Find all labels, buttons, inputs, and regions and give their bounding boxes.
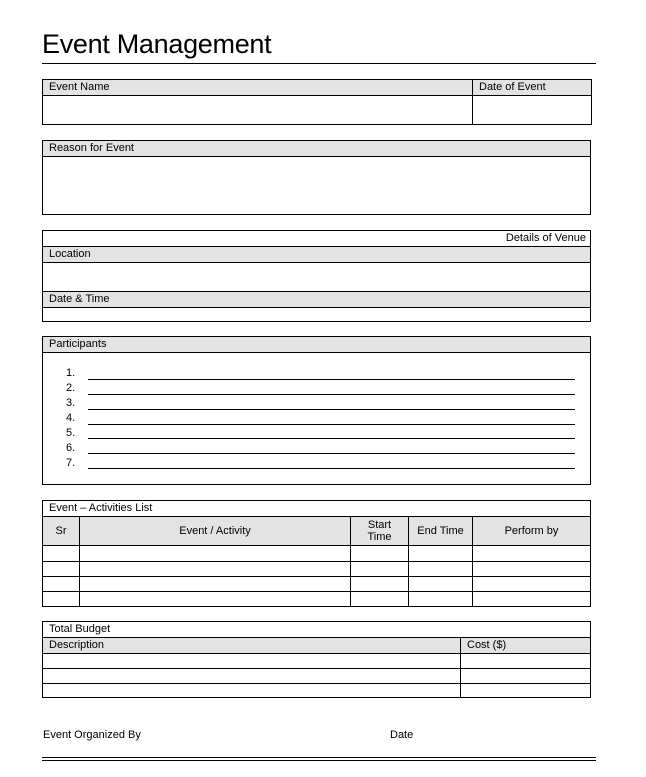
- participant-number: 1.: [66, 367, 76, 379]
- participants-label: Participants: [43, 337, 590, 353]
- venue-section: [42, 230, 591, 322]
- budget-row[interactable]: [43, 669, 590, 683]
- participants-section: [42, 336, 591, 485]
- participant-number: 6.: [66, 442, 76, 454]
- col-perform-by: Perform by: [504, 525, 559, 537]
- participant-line[interactable]: [88, 438, 575, 439]
- event-date-field[interactable]: [473, 97, 591, 124]
- footer-date-label: Date: [390, 729, 414, 741]
- budget-header-row: [43, 638, 590, 653]
- participant-number: 2.: [66, 382, 76, 394]
- reason-field[interactable]: [43, 158, 590, 214]
- activity-row[interactable]: [43, 577, 590, 591]
- venue-heading: Details of Venue: [505, 232, 586, 244]
- datetime-field[interactable]: [43, 309, 590, 321]
- event-name-label: Event Name: [49, 81, 110, 93]
- col-start-line2: Time: [367, 531, 392, 543]
- event-name-field[interactable]: [43, 97, 472, 124]
- participant-number: 4.: [66, 412, 76, 424]
- reason-section: [42, 140, 591, 215]
- event-info-section: [42, 79, 592, 125]
- reason-label: Reason for Event: [43, 141, 590, 157]
- col-start-line1: Start: [367, 519, 392, 531]
- participant-line[interactable]: [88, 453, 575, 454]
- participant-number: 5.: [66, 427, 76, 439]
- budget-description-label: Description: [49, 639, 105, 651]
- budget-label: Total Budget: [49, 623, 111, 635]
- budget-section: [42, 621, 591, 698]
- col-start-time: [351, 517, 408, 545]
- budget-row[interactable]: [43, 684, 590, 697]
- budget-cost-label: Cost ($): [467, 639, 507, 651]
- participant-line[interactable]: [88, 379, 575, 380]
- footer-rule: [42, 757, 596, 758]
- page-title: Event Management: [42, 29, 272, 59]
- col-end-time: End Time: [417, 525, 464, 537]
- footer-rule: [42, 760, 596, 761]
- activity-row[interactable]: [43, 562, 590, 576]
- col-activity: Event / Activity: [179, 525, 251, 537]
- activity-row[interactable]: [43, 592, 590, 606]
- budget-row[interactable]: [43, 654, 590, 668]
- participant-number: 3.: [66, 397, 76, 409]
- activities-section: [42, 500, 591, 607]
- activity-row[interactable]: [43, 546, 590, 561]
- activities-label: Event – Activities List: [49, 502, 153, 514]
- organized-by-label: Event Organized By: [43, 729, 141, 741]
- event-date-label: Date of Event: [479, 81, 546, 93]
- participant-line[interactable]: [88, 394, 575, 395]
- participant-line[interactable]: [88, 468, 575, 469]
- title-rule: [42, 63, 596, 64]
- participant-line[interactable]: [88, 424, 575, 425]
- location-field[interactable]: [43, 264, 590, 291]
- participant-line[interactable]: [88, 409, 575, 410]
- location-label: Location: [43, 247, 590, 263]
- datetime-label: Date & Time: [43, 292, 590, 308]
- participant-number: 7.: [66, 457, 76, 469]
- col-sr: Sr: [55, 525, 67, 537]
